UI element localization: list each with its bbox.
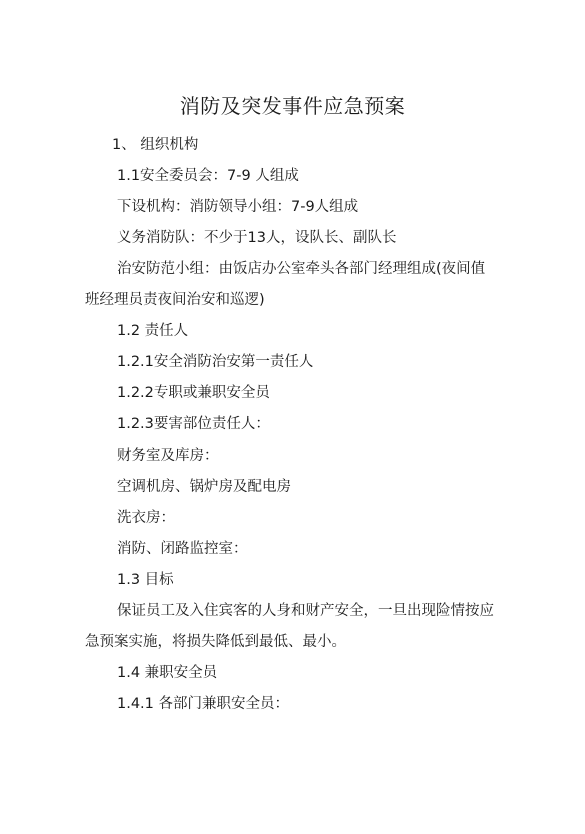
- paragraph-first-responsible-person: 1.2.1安全消防治安第一责任人: [117, 354, 314, 370]
- paragraph-objective-line-2: 急预案实施，将损失降低到最低、最小。: [85, 634, 346, 650]
- paragraph-monitoring-room: 消防、闭路监控室：: [117, 541, 248, 557]
- heading-part-time-safety-officer: 1.4 兼职安全员: [117, 665, 218, 681]
- paragraph-safety-officer: 1.2.2专职或兼职安全员: [117, 385, 270, 401]
- heading-organization: 1、 组织机构: [112, 137, 199, 153]
- paragraph-subordinate-organizations: 下设机构：消防领导小组：7-9人组成: [117, 199, 359, 215]
- paragraph-objective-line-1: 保证员工及入住宾客的人身和财产安全，一旦出现险情按应: [117, 603, 494, 619]
- paragraph-volunteer-fire-team: 义务消防队：不少于13人，设队长、副队长: [117, 230, 397, 246]
- paragraph-key-area-responsibles: 1.2.3要害部位责任人：: [117, 416, 270, 432]
- paragraph-safety-committee: 1.1安全委员会：7-9 人组成: [117, 168, 299, 184]
- paragraph-finance-warehouse: 财务室及库房：: [117, 448, 219, 464]
- paragraph-equipment-rooms: 空调机房、锅炉房及配电房: [117, 479, 291, 495]
- heading-objective: 1.3 目标: [117, 572, 174, 588]
- paragraph-laundry: 洗衣房：: [117, 510, 175, 526]
- paragraph-security-team-line-1: 治安防范小组：由饭店办公室牵头各部门经理组成(夜间值: [117, 261, 486, 277]
- document-title: 消防及突发事件应急预案: [179, 94, 406, 118]
- heading-responsible-persons: 1.2 责任人: [117, 323, 189, 339]
- paragraph-department-safety-officers: 1.4.1 各部门兼职安全员：: [117, 696, 290, 712]
- paragraph-security-team-line-2: 班经理员责夜间治安和巡逻): [85, 292, 265, 308]
